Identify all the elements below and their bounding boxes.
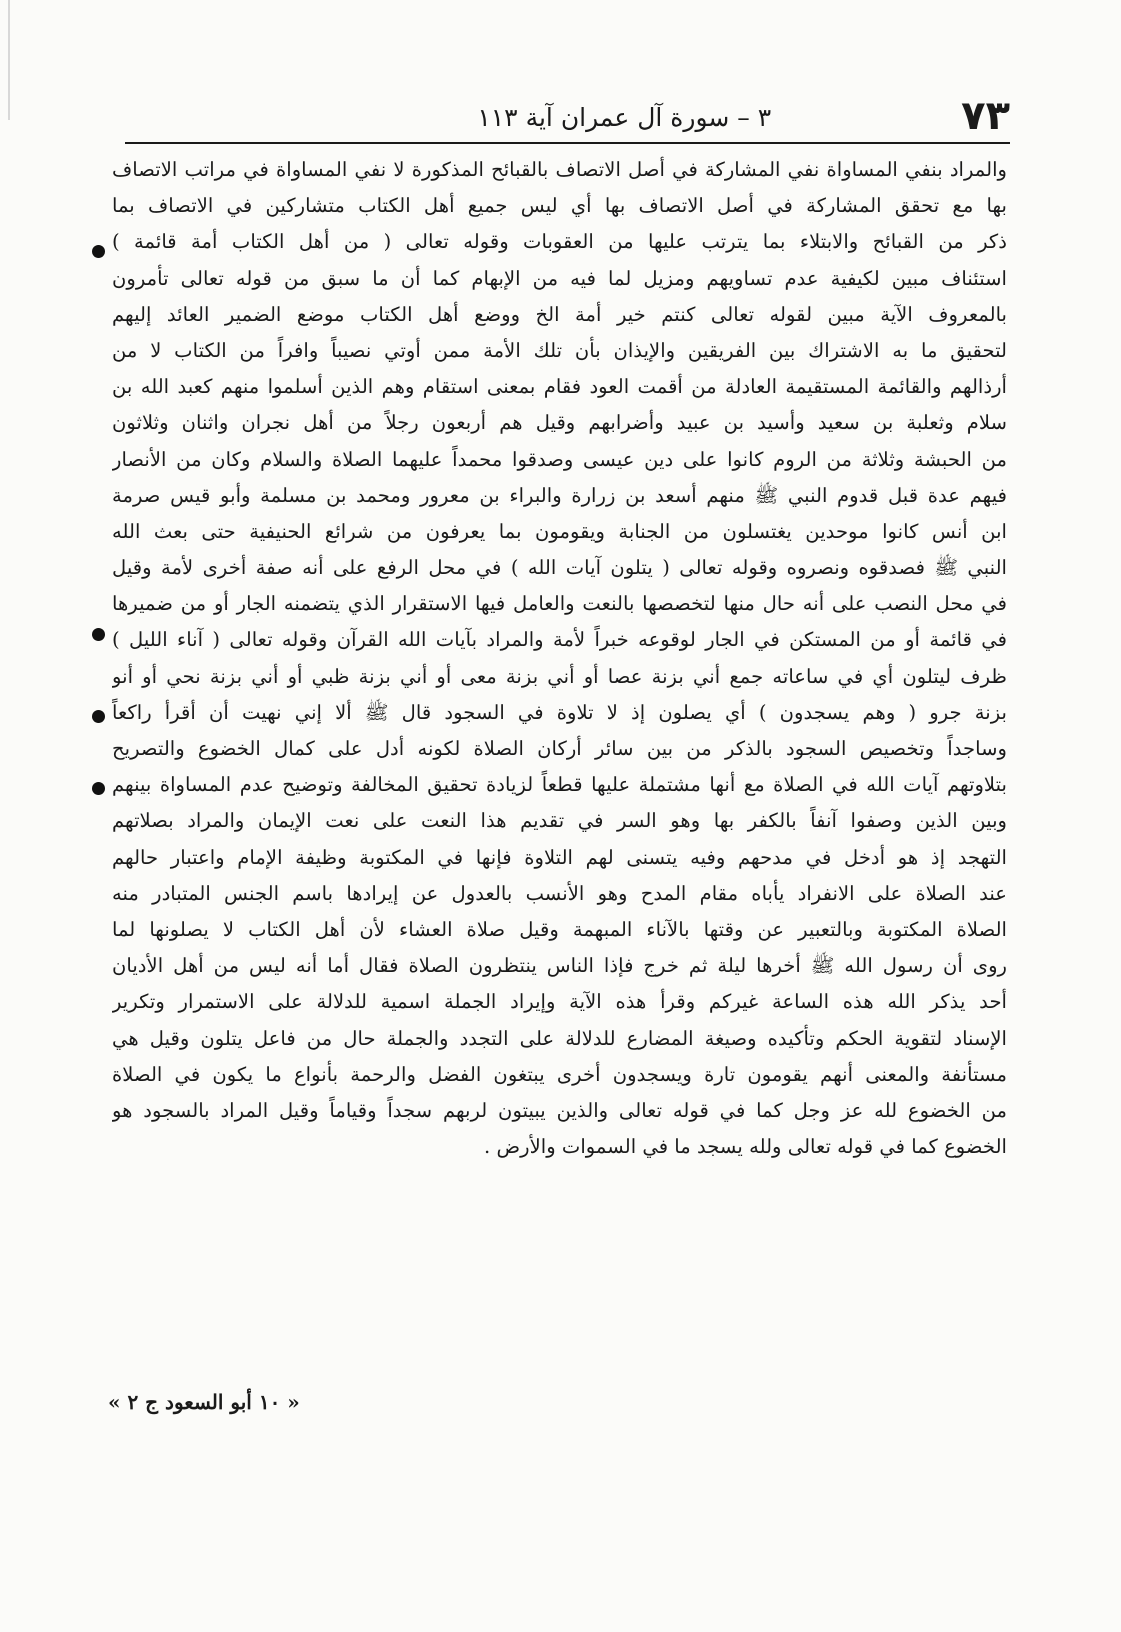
running-head: ٣ – سورة آل عمران آية ١١٣ <box>477 103 772 132</box>
text-line: أرذالهم والقائمة المستقيمة العادلة من أقمت العود فقام بمعنى استقام وهم الذين أسلموا منهم كعبد الله بن <box>112 375 1007 399</box>
scan-edge-mark <box>8 0 10 120</box>
text-line: ابن أنس كانوا موحدين يغتسلون من الجنابة ويقومون بما يعرفون من شرائع الحنيفية حتى بعث الله <box>112 519 1007 543</box>
verse-marker-icon <box>92 245 105 258</box>
text-line: من الحبشة وثلاثة من الروم كانوا على دين عيسى وصدقوا محمداً عليهما الصلاة والسلام وكان من الأنصار <box>112 447 1007 471</box>
text-line: والمراد بنفي المساواة نفي المشاركة في أصل الاتصاف بالقبائح المذكورة لا نفي المساواة في مراتب الاتصاف <box>112 158 1007 181</box>
text-line: في قائمة أو من المستكن في الجار لوقوعه خبراً لأمة والمراد بآيات الله القرآن وقوله تعالى ( آناء الليل ) <box>112 628 1007 652</box>
text-line: مستأنفة والمعنى أنهم يقومون تارة ويسجدون أخرى يبتغون الفضل والرحمة بأنواع ما يكون في الصلاة <box>112 1062 1007 1086</box>
text-line: أحد يذكر الله هذه الساعة غيركم وقرأ هذه الآية وإيراد الجملة اسمية للدلالة على الاستمرار وتكرير <box>112 990 1007 1014</box>
verse-marker-icon <box>92 628 105 641</box>
text-line: بتلاوتهم آيات الله في الصلاة مع أنها مشتملة عليها قطعاً لزيادة تحقيق المخالفة وتوضيح عدم المساواة بينهم <box>112 773 1007 797</box>
header-rule <box>125 142 1010 144</box>
text-line: الخضوع كما في قوله تعالى ولله يسجد ما في السموات والأرض . <box>484 1135 1007 1159</box>
text-line: فيهم عدة قبل قدوم النبي ﷺ منهم أسعد بن زرارة والبراء بن معرور ومحمد بن مسلمة وأبو قيس صرمة <box>112 483 1007 507</box>
text-line: من الخضوع لله عز وجل كما في قوله تعالى والذين يبيتون لربهم سجداً وقياماً وقيل المراد بالسجود هو <box>112 1098 1007 1122</box>
text-line: استئناف مبين لكيفية عدم تساويهم ومزيل لما فيه من الإبهام كما أن ما سبق من قوله تعالى تأمرون <box>112 266 1007 290</box>
text-line: التهجد إذ هو أدخل في مدحهم وفيه يتسنى لهم التلاوة فإنها في المكتوبة وظيفة الإمام واعتبار حالهم <box>112 845 1007 869</box>
text-line: ذكر من القبائح والابتلاء بما يترتب عليها من العقوبات وقوله تعالى ( من أهل الكتاب أمة قائمة ) <box>112 230 1007 254</box>
text-line: بها مع تحقق المشاركة في أصل الاتصاف بها أي ليس جميع أهل الكتاب متشاركين في الاتصاف بما <box>112 194 1007 218</box>
footer-signature: « ١٠ أبو السعود ج ٢ » <box>108 1390 300 1414</box>
text-line: الإسناد لتقوية الحكم وتأكيده وصيغة المضارع للدلالة على التجدد والجملة حال من فاعل يتلون وقيل هي <box>112 1026 1007 1050</box>
text-line: النبي ﷺ فصدقوه ونصروه وقوله تعالى ( يتلون آيات الله ) في محل الرفع على أنه صفة أخرى لأمة وقيل <box>112 556 1007 580</box>
text-line: بزنة جرو ( وهم يسجدون ) أي يصلون إذ لا تلاوة في السجود قال ﷺ ألا إني نهيت أن أقرأ راكعاً <box>112 700 1007 724</box>
verse-marker-icon <box>92 710 105 723</box>
text-line: لتحقيق ما به الاشتراك بين الفريقين والإيذان بأن تلك الأمة ممن أوتي نصيباً وافراً من الكتاب لا من <box>112 338 1007 362</box>
text-line: ظرف ليتلون أي في ساعاته جمع أني بزنة عصا أو أني بزنة معى أو أني بزنة ظبي أو أني بزنة نحي أو أنو <box>112 664 1007 688</box>
text-line: روى أن رسول الله ﷺ أخرها ليلة ثم خرج فإذا الناس ينتظرون الصلاة فقال أما أنه ليس من أهل الأديان <box>112 954 1007 978</box>
text-line: بالمعروف الآية مبين لقوله تعالى كنتم خير أمة الخ ووضع أهل الكتاب موضع الضمير العائد إليهم <box>112 302 1007 326</box>
text-line: وساجداً وتخصيص السجود بالذكر من بين سائر أركان الصلاة لكونه أدل على كمال الخضوع والتصريح <box>112 737 1007 760</box>
text-line: عند الصلاة على الانفراد يأباه مقام المدح وهو الأنسب بالعدول عن إيرادها باسم الجنس المتبادر منه <box>112 881 1007 905</box>
text-line: وبين الذين وصفوا آنفاً بالكفر بها وهو السر في تقديم هذا النعت على نعت الإيمان والمراد بصلاتهم <box>112 809 1007 833</box>
text-line: سلام وثعلبة بن سعيد وأسيد بن عبيد وأضرابهم وقيل هم أربعون رجلاً من أهل نجران واثنان وثلاثون <box>112 411 1007 435</box>
page-header <box>125 88 1010 139</box>
body-text <box>112 152 1007 1165</box>
text-line: الصلاة المكتوبة وبالتعبير عن وقتها بالآناء المبهمة وقيل صلاة العشاء لأن أهل الكتاب لا يصلونها لما <box>112 917 1007 941</box>
verse-marker-icon <box>92 782 105 795</box>
text-line: في محل النصب على أنه حال منها لتخصصها بالنعت والعامل فيها الاستقرار الذي يتضمنه الجار أو من ضميرها <box>112 592 1007 616</box>
page-number: ٧٣ <box>961 93 1010 139</box>
